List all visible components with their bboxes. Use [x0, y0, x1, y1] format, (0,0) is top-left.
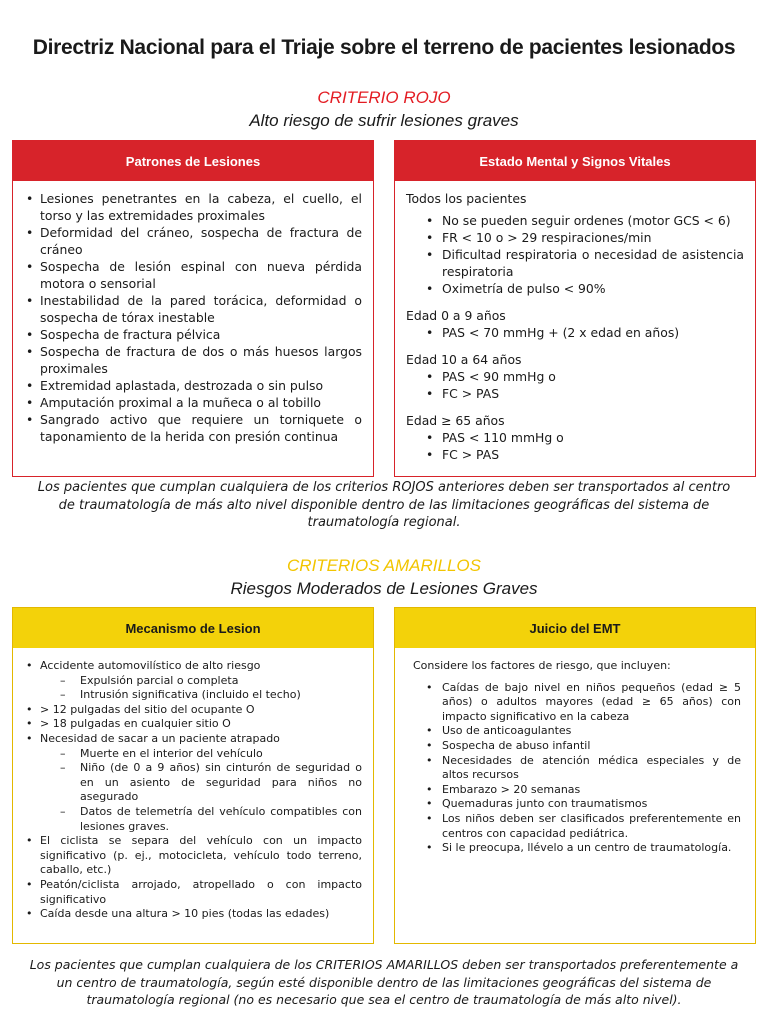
emt-judgment-header: Juicio del EMT	[395, 608, 755, 648]
list-item: • > 12 pulgadas del sitio del ocupante O	[24, 703, 362, 718]
list-item: • Lesiones penetrantes en la cabeza, el cuello, el torso y las extremidades proximales	[24, 190, 362, 224]
list-item: • Deformidad del cráneo, sospecha de fractura de cráneo	[24, 224, 362, 258]
list-item: • Uso de anticoagulantes	[413, 724, 741, 739]
list-item: • FR < 10 o > 29 respiraciones/min	[406, 229, 744, 246]
emt-judgment-box	[394, 607, 756, 944]
injury-patterns-list	[24, 190, 362, 445]
list-item: • Los niños deben ser clasificados preferentemente en centros con capacidad pediátrica.	[413, 812, 741, 841]
list-item: • PAS < 70 mmHg + (2 x edad en años)	[406, 324, 744, 341]
list-item: • Quemaduras junto con traumatismos	[413, 797, 741, 812]
vitals-group-age-10-64	[406, 351, 744, 402]
sub-list-item: – Niño (de 0 a 9 años) sin cinturón de seguridad o en un asiento de seguridad para niños no asegurado	[40, 761, 362, 805]
list-item: • El ciclista se separa del vehículo con un impacto significativo (p. ej., motocicleta, vehículo todo terreno, caballo, etc.)	[24, 834, 362, 878]
injury-patterns-box	[12, 140, 374, 477]
injury-patterns-header: Patrones de Lesiones	[13, 141, 373, 181]
page-title: Directriz Nacional para el Triaje sobre el terreno de pacientes lesionados	[32, 36, 736, 59]
vitals-box	[394, 140, 756, 477]
mechanism-body	[13, 648, 373, 922]
emt-list	[413, 681, 741, 856]
list-item: • Sospecha de fractura de dos o más huesos largos proximales	[24, 343, 362, 377]
yellow-criteria-subtitle: Riesgos Moderados de Lesiones Graves	[230, 579, 538, 598]
list-item: • Sospecha de fractura pélvica	[24, 326, 362, 343]
sub-list-item: – Expulsión parcial o completa	[40, 674, 362, 689]
list-item: • PAS < 90 mmHg o	[406, 368, 744, 385]
mechanism-list	[24, 659, 362, 922]
list-item: • Caídas de bajo nivel en niños pequeños (edad ≥ 5 años) o adultos mayores (edad ≥ 65 años) con impacto significativo en la cabeza	[413, 681, 741, 725]
list-item: • Sospecha de abuso infantil	[413, 739, 741, 754]
sub-list-item: – Intrusión significativa (incluido el techo)	[40, 688, 362, 703]
list-item: • Embarazo > 20 semanas	[413, 783, 741, 798]
list-item: • Extremidad aplastada, destrozada o sin pulso	[24, 377, 362, 394]
list-item: • Sangrado activo que requiere un torniquete o taponamiento de la herida con presión continua	[24, 411, 362, 445]
emt-intro: Considere los factores de riesgo, que incluyen:	[413, 659, 671, 672]
injury-patterns-body	[13, 181, 373, 445]
list-item: • Sospecha de lesión espinal con nueva pérdida motora o sensorial	[24, 258, 362, 292]
list-item: • Accidente automovilístico de alto riesgo – Expulsión parcial o completa – Intrusión significativa (incluido el techo)	[24, 659, 362, 703]
group-label: Todos los pacientes	[406, 191, 527, 206]
list-item: • Inestabilidad de la pared torácica, deformidad o sospecha de tórax inestable	[24, 292, 362, 326]
list-item: • Caída desde una altura > 10 pies (todas las edades)	[24, 907, 362, 922]
yellow-criteria-title: CRITERIOS AMARILLOS	[287, 556, 481, 575]
list-item: • Oximetría de pulso < 90%	[406, 280, 744, 297]
sub-list-item: – Muerte en el interior del vehículo	[40, 747, 362, 762]
vitals-group-all	[406, 190, 744, 297]
yellow-criteria-note: Los pacientes que cumplan cualquiera de los CRITERIOS AMARILLOS deben ser transportados preferentemente a un centro de traumatología, según esté disponible dentro de las limitaciones geográficas del sistema de traumatología regional (no es necesario que sea el centro de traumatología de más alto nivel).	[29, 957, 739, 1007]
list-item: • Necesidad de sacar a un paciente atrapado – Muerte en el interior del vehículo – Niño (de 0 a 9 años) sin cinturón de seguridad o en un asiento de seguridad para niños no asegurado – Datos de telemetría del vehículo compatibles con lesiones graves.	[24, 732, 362, 834]
vitals-group-age-65	[406, 412, 744, 463]
group-label: Edad ≥ 65 años	[406, 413, 505, 428]
list-item: • > 18 pulgadas en cualquier sitio O	[24, 717, 362, 732]
mechanism-box	[12, 607, 374, 944]
mechanism-header: Mecanismo de Lesion	[13, 608, 373, 648]
list-item: • Dificultad respiratoria o necesidad de asistencia respiratoria	[406, 246, 744, 280]
list-item: • Si le preocupa, llévelo a un centro de traumatología.	[413, 841, 741, 856]
group-label: Edad 0 a 9 años	[406, 308, 506, 323]
list-item: • Necesidades de atención médica especiales y de altos recursos	[413, 754, 741, 783]
vitals-group-age-0-9	[406, 307, 744, 341]
list-item: • FC > PAS	[406, 385, 744, 402]
vitals-body	[395, 181, 755, 463]
emt-judgment-body	[395, 648, 755, 856]
list-item: • Peatón/ciclista arrojado, atropellado o con impacto significativo	[24, 878, 362, 907]
list-item: • Amputación proximal a la muñeca o al tobillo	[24, 394, 362, 411]
list-item: • PAS < 110 mmHg o	[406, 429, 744, 446]
sub-list-item: – Datos de telemetría del vehículo compatibles con lesiones graves.	[40, 805, 362, 834]
red-criteria-note: Los pacientes que cumplan cualquiera de los criterios ROJOS anteriores deben ser transportados al centro de traumatología de más alto nivel disponible dentro de las limitaciones geográficas del sistema de traumatología regional.	[37, 480, 731, 530]
red-criteria-title: CRITERIO ROJO	[317, 88, 451, 107]
group-label: Edad 10 a 64 años	[406, 352, 522, 367]
red-criteria-subtitle: Alto riesgo de sufrir lesiones graves	[249, 111, 519, 130]
vitals-header: Estado Mental y Signos Vitales	[395, 141, 755, 181]
list-item: • No se pueden seguir ordenes (motor GCS < 6)	[406, 212, 744, 229]
list-item: • FC > PAS	[406, 446, 744, 463]
